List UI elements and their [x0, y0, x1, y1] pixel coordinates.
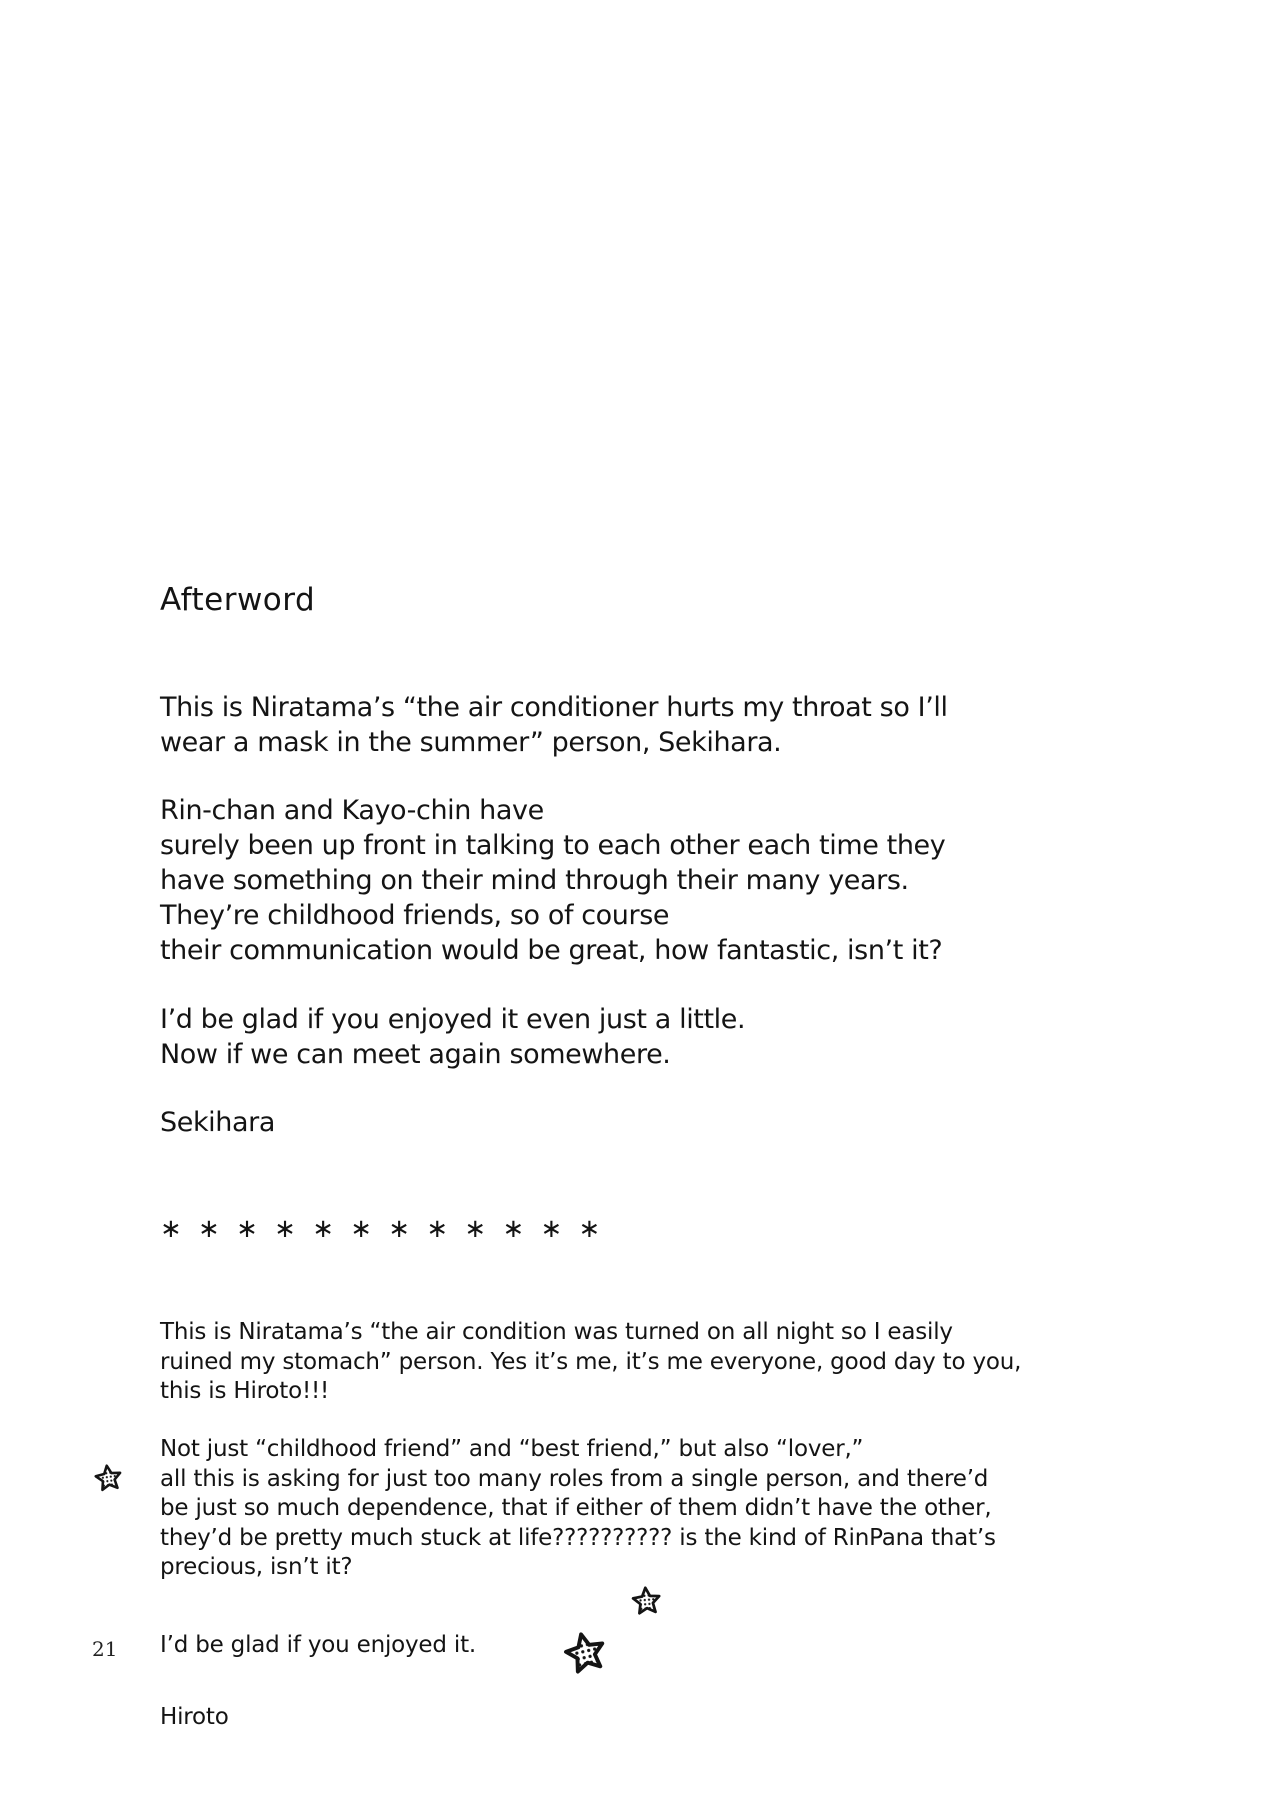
text-line: their communication would be great, how fantastic, isn’t it?	[160, 935, 943, 966]
text-line: be just so much dependence, that if either of them didn’t have the other,	[160, 1495, 992, 1521]
text-line: This is Niratama’s “the air conditioner hurts my throat so I’ll	[160, 692, 948, 723]
text-line: all this is asking for just too many roles from a single person, and there’d	[160, 1465, 989, 1492]
text-line: precious, isn’t it?	[160, 1554, 353, 1580]
text-line: ruined my stomach” person. Yes it’s me, it’s me everyone, good day to you,	[160, 1348, 1022, 1375]
star-icon	[91, 1461, 126, 1496]
text-line: This is Niratama’s “the air condition was turned on all night so I easily	[160, 1319, 953, 1345]
text-line: Rin-chan and Kayo-chin have	[160, 795, 544, 826]
hiroto-intro-paragraph	[160, 1318, 1021, 1407]
sekihara-intro-paragraph	[160, 690, 948, 760]
text-line: have something on their mind through their many years.	[160, 865, 909, 896]
text-line: wear a mask in the summer” person, Sekihara.	[160, 727, 782, 758]
hiroto-signature: Hiroto	[160, 1704, 229, 1730]
star-icon	[629, 1584, 665, 1620]
text-line: they’d be pretty much stuck at life?????????? is the kind of RinPana that’s	[160, 1524, 996, 1551]
hiroto-closing-line: I’d be glad if you enjoyed it.	[160, 1632, 477, 1658]
text-line: Not just “childhood friend” and “best friend,” but also “lover,”	[160, 1436, 864, 1462]
text-line: this is Hiroto!!!	[160, 1378, 330, 1404]
page-title: Afterword	[160, 582, 316, 618]
text-line: I’d be glad if you enjoyed it even just a little.	[160, 1004, 746, 1035]
page-number: 21	[92, 1637, 118, 1661]
sekihara-signature: Sekihara	[160, 1107, 275, 1138]
text-line: surely been up front in talking to each other each time they	[160, 830, 946, 861]
sekihara-body-paragraph	[160, 793, 945, 968]
star-icon	[557, 1625, 613, 1681]
text-line: They’re childhood friends, so of course	[160, 900, 670, 931]
text-line: Now if we can meet again somewhere.	[160, 1039, 671, 1070]
asterisk-divider: ∗ ∗ ∗ ∗ ∗ ∗ ∗ ∗ ∗ ∗ ∗ ∗	[160, 1214, 605, 1244]
sekihara-closing-paragraph	[160, 1002, 745, 1072]
hiroto-body-paragraph	[160, 1435, 996, 1583]
